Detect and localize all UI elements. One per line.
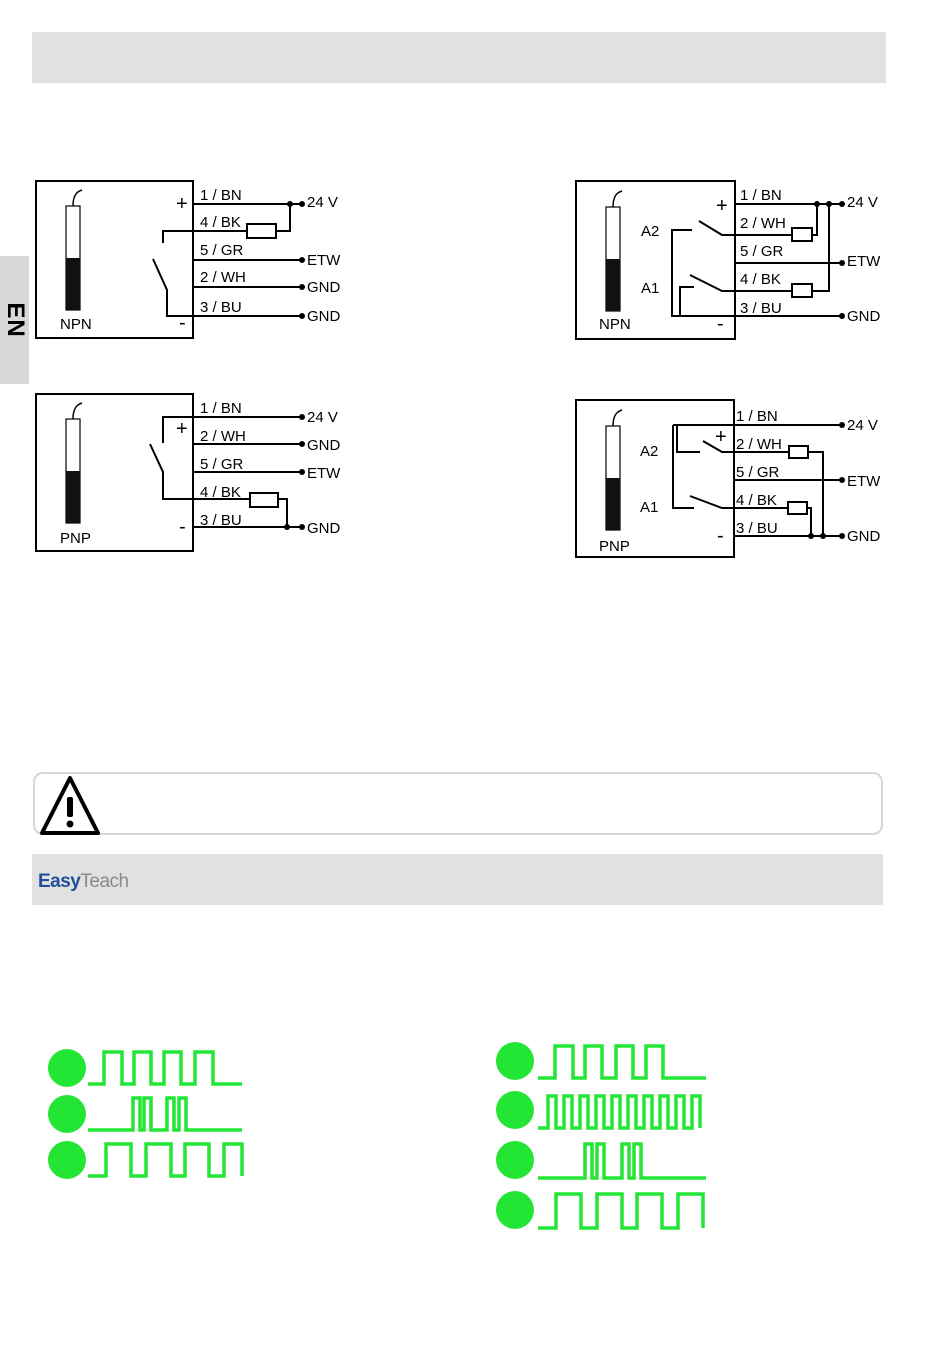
terminal-label: GND (307, 520, 341, 537)
wire-label: 4 / BK (740, 271, 781, 288)
wire-label: 1 / BN (736, 408, 778, 425)
wire-label: 1 / BN (200, 187, 242, 204)
terminal-label: GND (847, 308, 881, 325)
switch-label-a2: A2 (640, 443, 659, 460)
type-label: NPN (60, 316, 92, 333)
terminal-label: 24 V (307, 409, 338, 426)
switch-label-a2: A2 (641, 223, 660, 240)
terminal-label: ETW (847, 473, 881, 490)
plus-sign: + (176, 418, 188, 440)
wire-label: 2 / WH (736, 436, 782, 453)
terminal-label: GND (307, 279, 341, 296)
terminal-label: 24 V (847, 417, 878, 434)
wire-label: 3 / BU (200, 299, 242, 316)
led-icon (48, 1141, 86, 1179)
easyteach-logo-easy: Easy (38, 871, 81, 892)
led-icon (48, 1049, 86, 1087)
switch-label-a1: A1 (640, 499, 659, 516)
switch-label-a1: A1 (641, 280, 660, 297)
blink-pattern (538, 1096, 700, 1128)
blink-pattern (538, 1144, 706, 1178)
plus-sign: + (716, 195, 728, 217)
blink-pattern (88, 1052, 242, 1084)
wire-label: 1 / BN (200, 400, 242, 417)
language-label: EN (1, 302, 29, 338)
blink-pattern (538, 1194, 703, 1228)
minus-sign: - (179, 312, 186, 334)
led-icon (496, 1091, 534, 1129)
wire-label: 3 / BU (736, 520, 778, 537)
wire-label: 4 / BK (200, 484, 241, 501)
led-icon (496, 1042, 534, 1080)
wire-label: 4 / BK (736, 492, 777, 509)
type-label: NPN (599, 316, 631, 333)
minus-sign: - (717, 525, 724, 547)
blink-pattern (538, 1046, 706, 1078)
wire-label: 2 / WH (200, 269, 246, 286)
plus-sign: + (176, 193, 188, 215)
wire-label: 3 / BU (740, 300, 782, 317)
wire-label: 2 / WH (740, 215, 786, 232)
wire-label: 5 / GR (736, 464, 780, 481)
led-icon (496, 1191, 534, 1229)
type-label: PNP (60, 530, 91, 547)
terminal-label: ETW (307, 252, 341, 269)
minus-sign: - (717, 313, 724, 335)
wire-label: 5 / GR (200, 242, 244, 259)
terminal-label: ETW (847, 253, 881, 270)
blink-pattern (88, 1098, 242, 1130)
wire-label: 5 / GR (200, 456, 244, 473)
terminal-label: 24 V (307, 194, 338, 211)
terminal-label: GND (307, 437, 341, 454)
minus-sign: - (179, 516, 186, 538)
wire-label: 4 / BK (200, 214, 241, 231)
wire-label: 3 / BU (200, 512, 242, 529)
plus-sign: + (715, 426, 727, 448)
wire-label: 1 / BN (740, 187, 782, 204)
terminal-label: GND (847, 528, 881, 545)
led-icon (496, 1141, 534, 1179)
terminal-label: ETW (307, 465, 341, 482)
easyteach-logo-teach: Teach (80, 871, 129, 892)
terminal-label: GND (307, 308, 341, 325)
blink-pattern (88, 1144, 242, 1176)
wire-label: 5 / GR (740, 243, 784, 260)
terminal-label: 24 V (847, 194, 878, 211)
led-icon (48, 1095, 86, 1133)
wire-label: 2 / WH (200, 428, 246, 445)
type-label: PNP (599, 538, 630, 555)
